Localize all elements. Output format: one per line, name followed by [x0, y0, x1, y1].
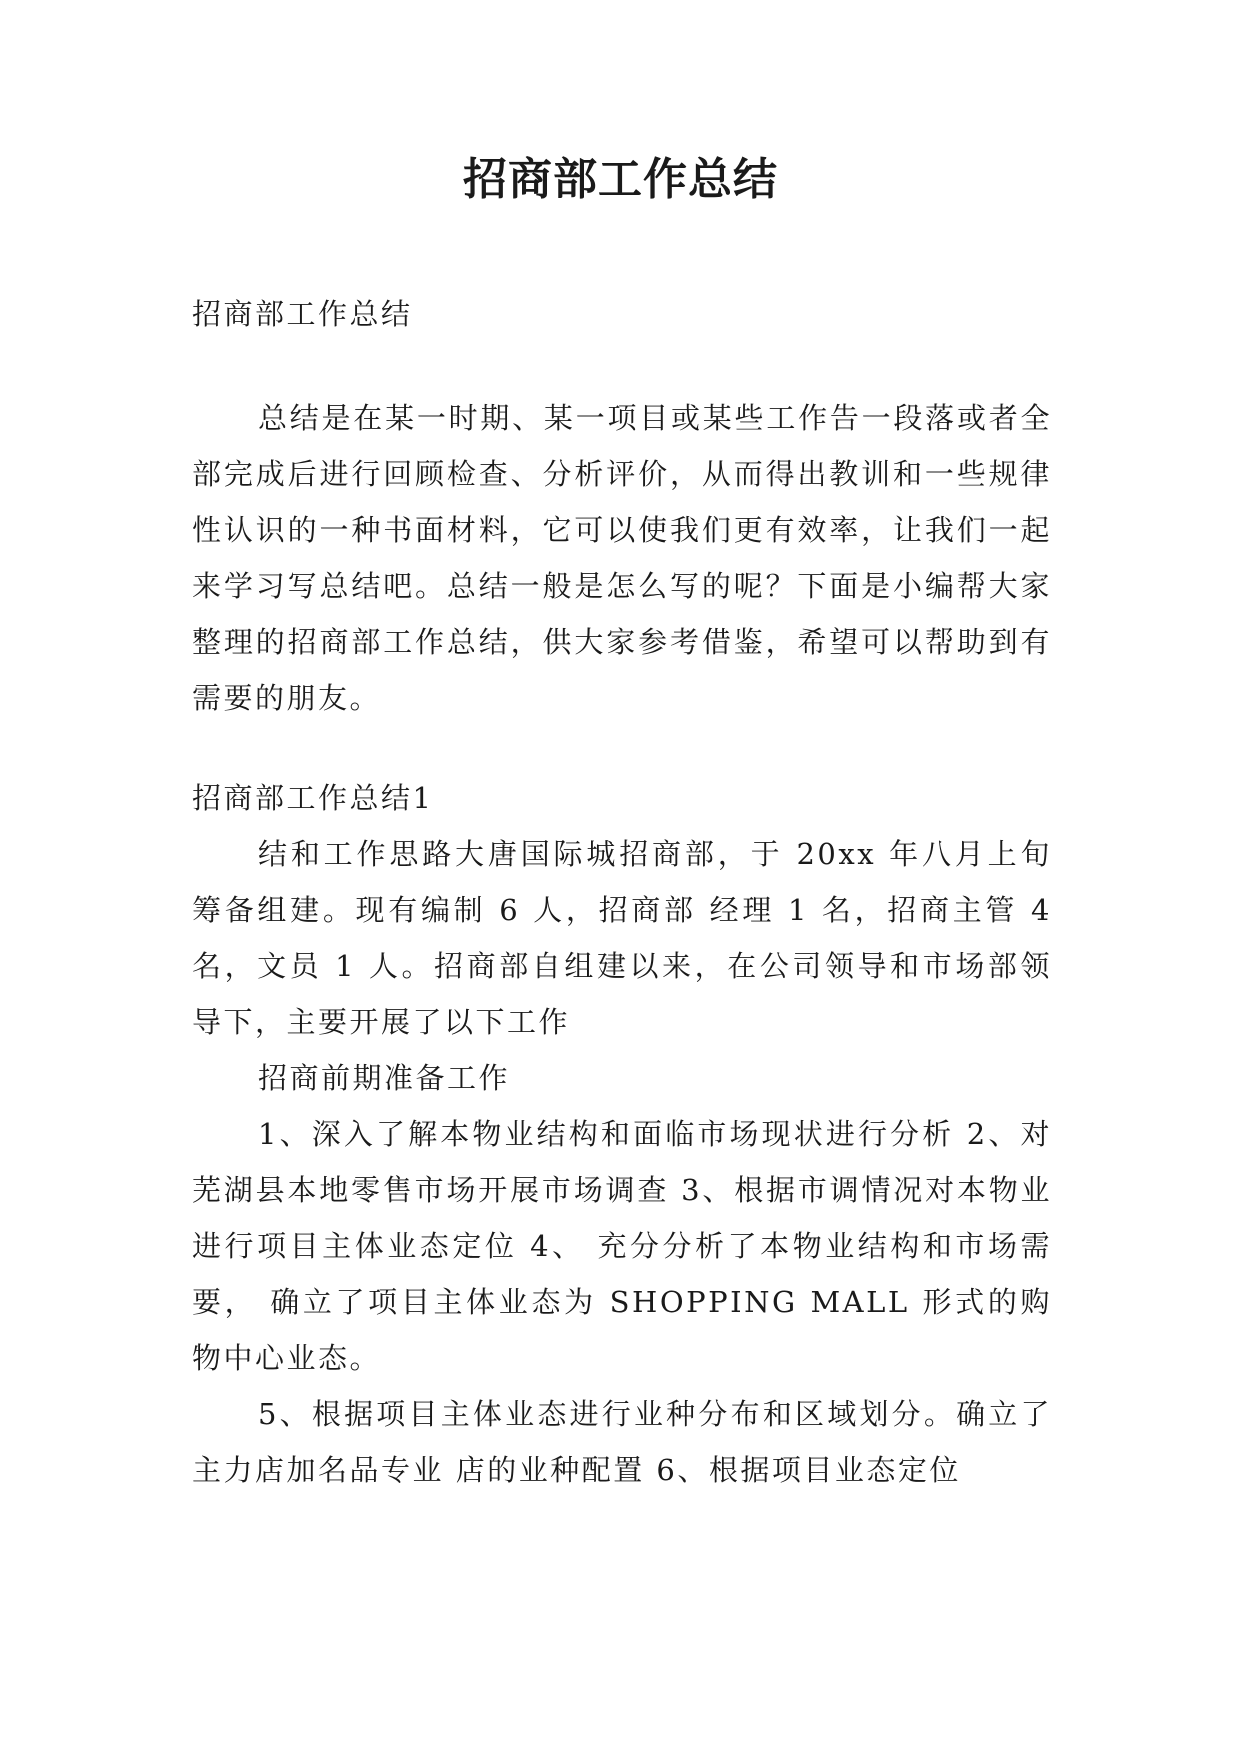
document-body	[192, 286, 1052, 1498]
body-paragraph: 招商前期准备工作	[258, 1061, 511, 1095]
body-paragraph: 结和工作思路大唐国际城招商部，于 20xx 年八月上旬筹备组建。现有编制 6 人，招商部 经理 1 名，招商主管 4 名，文员 1 人。招商部自组建以来，在公司领导和市场部领导下，主要开展了以下工作	[192, 837, 1052, 1039]
body-paragraph: 5、根据项目主体业态进行业种分布和区域划分。确立了主力店加名品专业 店的业种配置 6、根据项目业态定位	[192, 1397, 1052, 1487]
document-subtitle: 招商部工作总结	[192, 297, 413, 331]
spacer	[192, 726, 1052, 770]
body-paragraph: 1、深入了解本物业结构和面临市场现状进行分析 2、对芜湖县本地零售市场开展市场调查 3、根据市调情况对本物业进行项目主体业态定位 4、 充分分析了本物业结构和市场需要， 确立了项目主体业态为 SHOPPING MALL 形式的购物中心业态。	[192, 1117, 1052, 1375]
intro-paragraph: 总结是在某一时期、某一项目或某些工作告一段落或者全部完成后进行回顾检查、分析评价，从而得出教训和一些规律性认识的一种书面材料，它可以使我们更有效率，让我们一起来学习写总结吧。总结一般是怎么写的呢？下面是小编帮大家整理的招商部工作总结，供大家参考借鉴，希望可以帮助到有需要的朋友。	[192, 401, 1052, 715]
spacer	[192, 342, 1052, 390]
document-title: 招商部工作总结	[463, 154, 778, 205]
section-heading: 招商部工作总结1	[192, 781, 434, 815]
